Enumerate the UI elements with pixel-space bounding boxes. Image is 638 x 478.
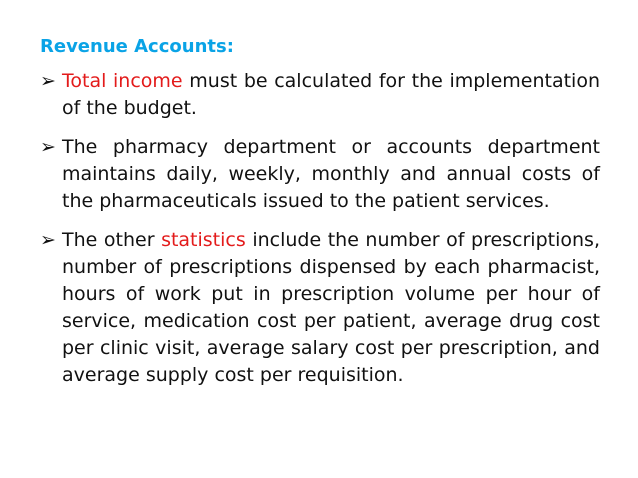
bullet-item	[40, 68, 600, 122]
bullet-item	[40, 134, 600, 215]
bullet-item	[40, 227, 600, 389]
bullet-text: Total income must be calculated for the implementation of the budget.	[62, 70, 600, 119]
bullet-text: The pharmacy department or accounts department maintains daily, weekly, monthly and annual costs of the pharmaceuticals issued to the patient services.	[62, 136, 600, 212]
bullet-text: The other statistics include the number of prescriptions, number of prescriptions dispensed by each pharmacist, hours of work put in prescription volume per hour of service, medication cost per patient, average drug cost per clinic visit, average salary cost per prescription, and average supply cost per requisition.	[62, 229, 600, 386]
arrowhead-bullet-icon: ➢	[40, 70, 56, 92]
highlight-statistics: statistics	[161, 229, 246, 251]
section-heading: Revenue Accounts:	[40, 36, 234, 57]
arrowhead-bullet-icon: ➢	[40, 136, 56, 158]
highlight-income: income	[113, 70, 183, 92]
highlight-total: Total	[62, 70, 107, 92]
arrowhead-bullet-icon: ➢	[40, 229, 56, 251]
